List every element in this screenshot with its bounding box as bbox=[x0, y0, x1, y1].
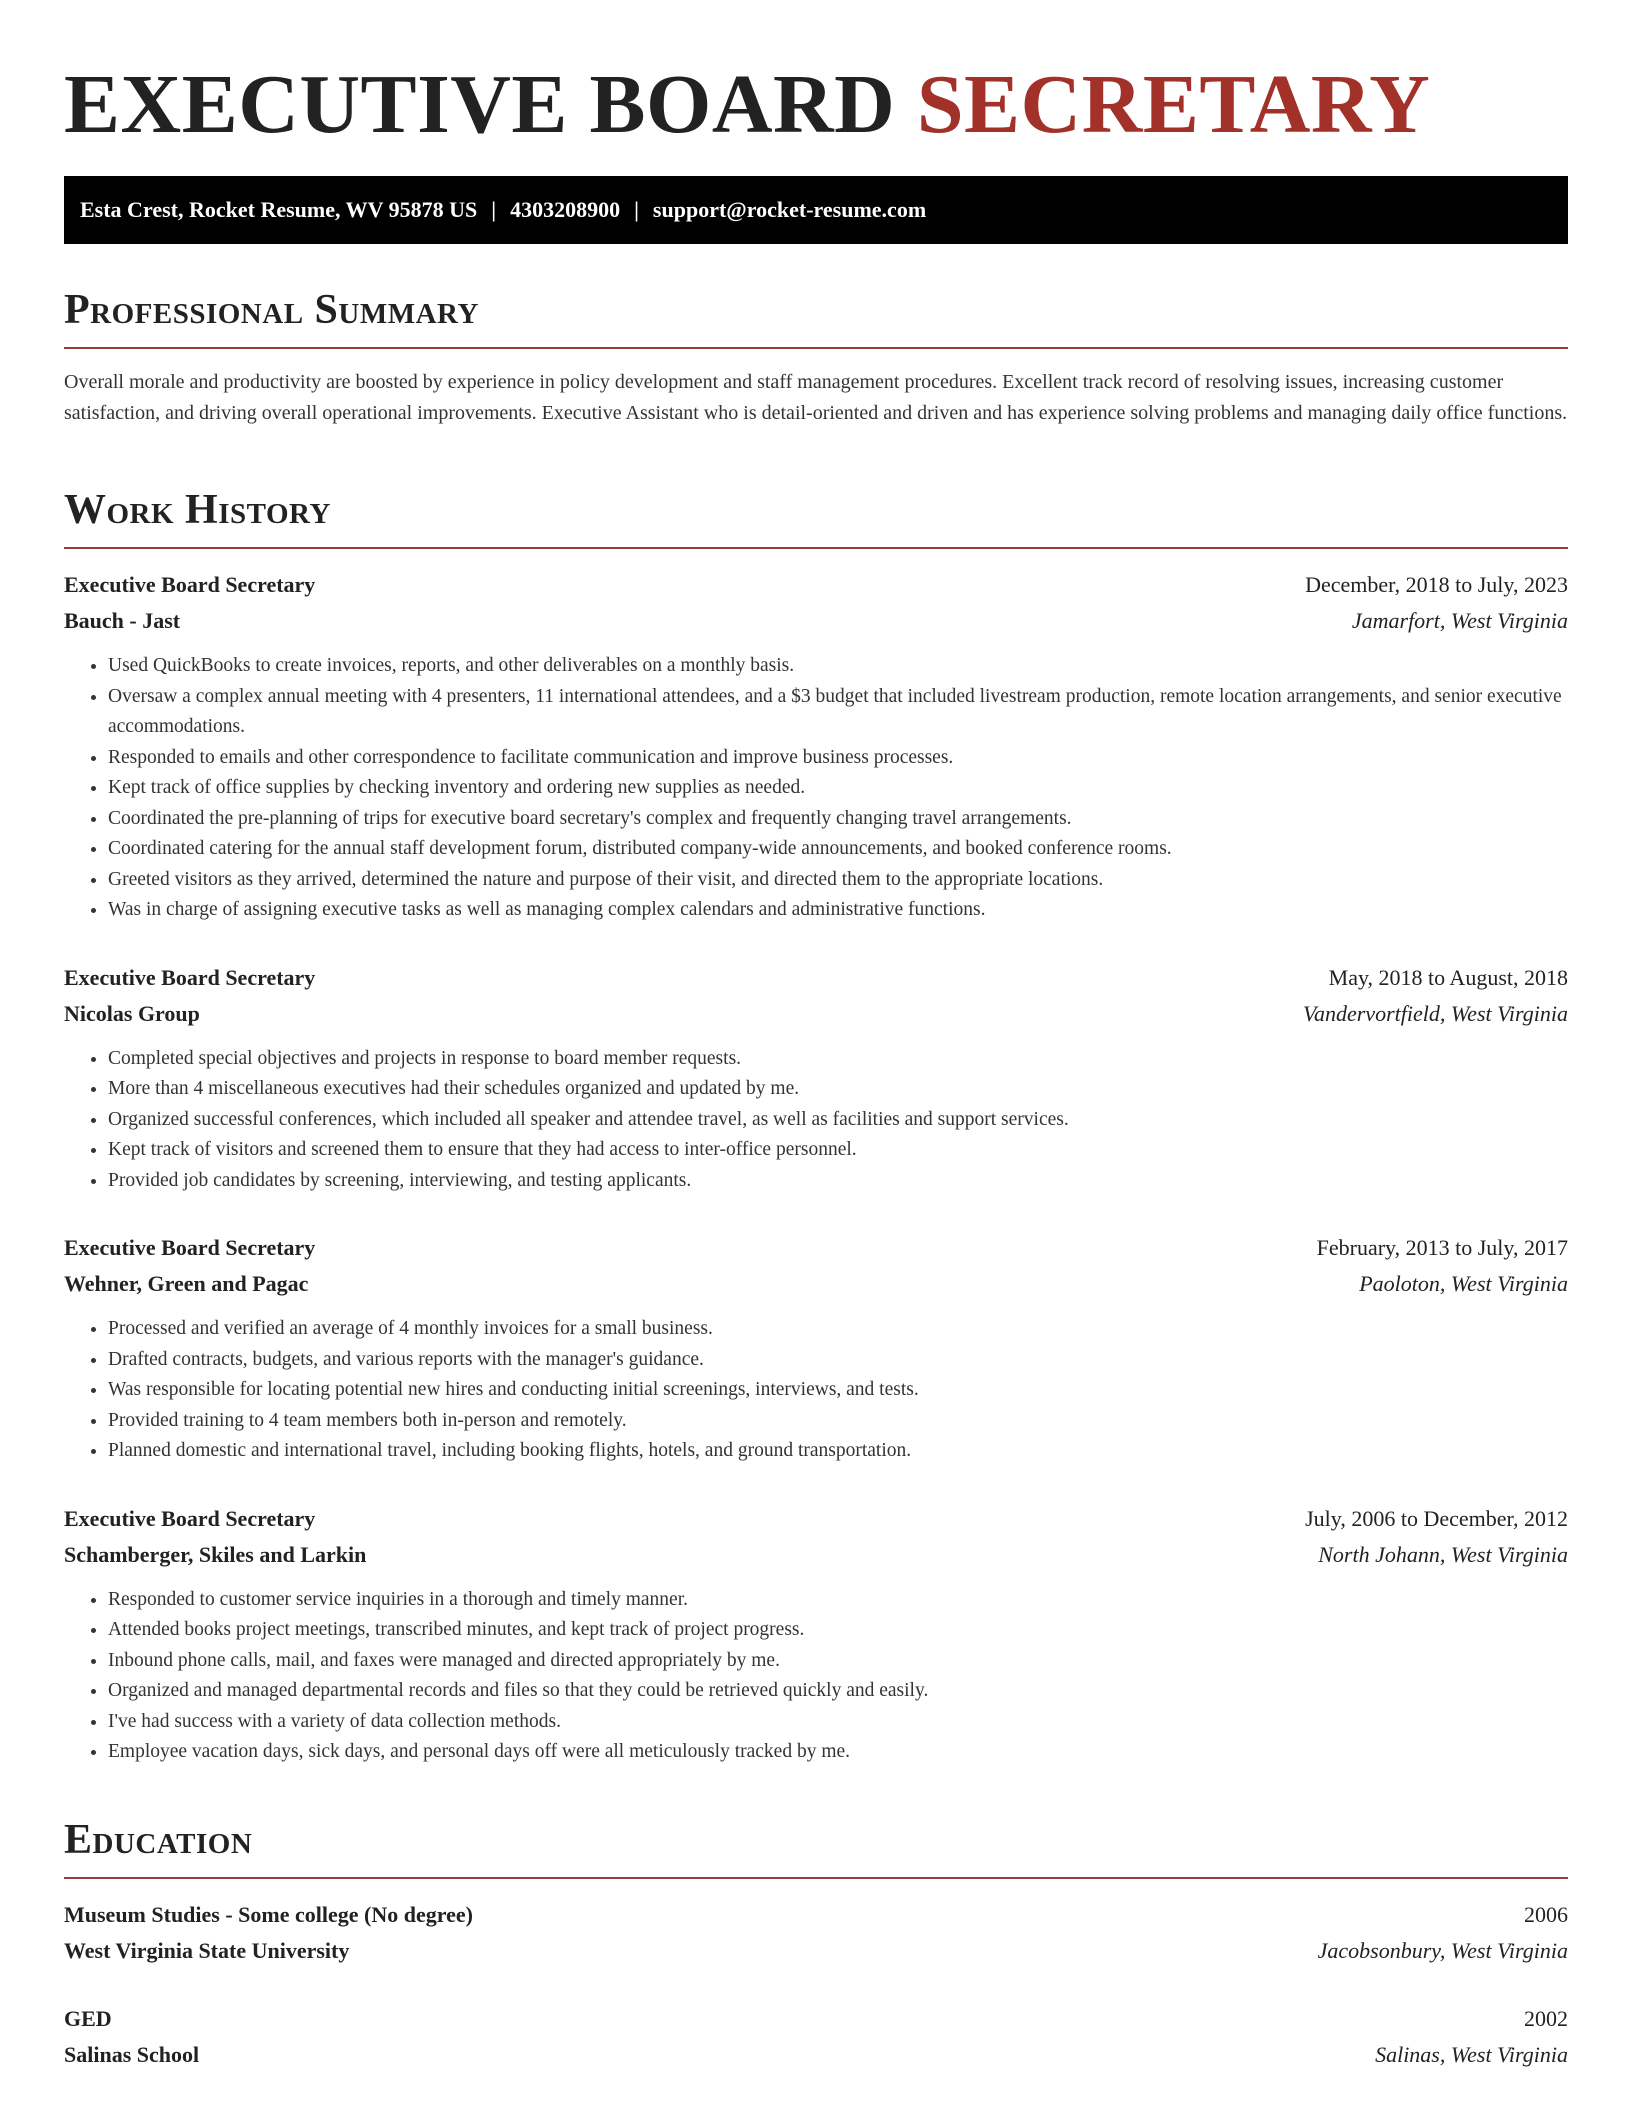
job-duties-list bbox=[64, 1585, 1568, 1768]
job-duty: • Was in charge of assigning executive tasks as well as managing complex calendars and administrative functions. bbox=[108, 895, 1568, 926]
job-duties-list bbox=[64, 1314, 1568, 1467]
summary-text: Overall morale and productivity are boosted by experience in policy development and staff management procedures. Excellent track record of resolving issues, increasing customer satisfaction, and driving overall operational improvements. Executive Assistant who is detail-oriented and driven and has experience solving problems and managing daily office functions. bbox=[64, 371, 1568, 424]
job-location: Paoloton, West Virginia bbox=[1359, 1271, 1568, 1296]
job-duty: • Coordinated the pre-planning of trips for executive board secretary's complex and frequently changing travel arrangements. bbox=[108, 804, 1568, 835]
job-header-row bbox=[64, 960, 1568, 996]
job-duties-list bbox=[64, 651, 1568, 926]
resume-page bbox=[64, 0, 1568, 2067]
job-duty: • Inbound phone calls, mail, and faxes were managed and directed appropriately by me. bbox=[108, 1646, 1568, 1677]
job-company-row bbox=[64, 603, 1568, 639]
education-degree: GED bbox=[64, 2006, 112, 2031]
job-duty: • Drafted contracts, budgets, and various reports with the manager's guidance. bbox=[108, 1345, 1568, 1376]
job-duty: • Coordinated catering for the annual staff development forum, distributed company-wide announcements, and booked conference rooms. bbox=[108, 834, 1568, 865]
job-company-row bbox=[64, 1537, 1568, 1573]
section-heading-education: Education bbox=[64, 1817, 253, 1863]
work-history-section bbox=[64, 485, 1568, 1768]
job-header-row bbox=[64, 1230, 1568, 1266]
job-company: Wehner, Green and Pagac bbox=[64, 1271, 309, 1296]
contact-bar bbox=[64, 176, 1568, 244]
job-title: Executive Board Secretary bbox=[64, 572, 316, 597]
job-title: Executive Board Secretary bbox=[64, 1505, 316, 1531]
job-duty: • Organized successful conferences, which included all speaker and attendee travel, as well as facilities and support services. bbox=[108, 1105, 1568, 1136]
job-dates: December, 2018 to July, 2023 bbox=[1305, 572, 1568, 597]
job-entry bbox=[64, 1501, 1568, 1768]
job-duty: • Kept track of office supplies by checking inventory and ordering new supplies as needed. bbox=[108, 773, 1568, 804]
job-duty: • Organized and managed departmental records and files so that they could be retrieved quickly and easily. bbox=[108, 1676, 1568, 1707]
job-location: North Johann, West Virginia bbox=[1318, 1541, 1568, 1567]
section-heading-work-history: Work History bbox=[64, 487, 331, 533]
section-divider bbox=[64, 547, 1568, 549]
education-degree: Museum Studies - Some college (No degree) bbox=[64, 1902, 473, 1927]
contact-address: Esta Crest, Rocket Resume, WV 95878 US bbox=[80, 197, 478, 222]
job-duty: • Used QuickBooks to create invoices, reports, and other deliverables on a monthly basis. bbox=[108, 651, 1568, 682]
section-divider bbox=[64, 347, 1568, 349]
education-degree-row bbox=[64, 1897, 1568, 1933]
job-header-row bbox=[64, 1501, 1568, 1537]
job-duty: • Kept track of visitors and screened them to ensure that they had access to inter-office personnel. bbox=[108, 1135, 1568, 1166]
contact-separator: | bbox=[491, 197, 497, 222]
job-duty: • Planned domestic and international travel, including booking flights, hotels, and ground transportation. bbox=[108, 1436, 1568, 1467]
job-location: Jamarfort, West Virginia bbox=[1351, 608, 1568, 633]
education-school: Salinas School bbox=[64, 2042, 200, 2067]
education-year: 2002 bbox=[1524, 2006, 1568, 2031]
education-section bbox=[64, 1815, 1568, 2073]
contact-email[interactable]: support@rocket-resume.com bbox=[652, 197, 927, 222]
education-location: Salinas, West Virginia bbox=[1375, 2042, 1568, 2067]
job-title: Executive Board Secretary bbox=[64, 964, 316, 990]
job-entry bbox=[64, 960, 1568, 1197]
job-duty: • Employee vacation days, sick days, and personal days off were all meticulously tracked by me. bbox=[108, 1737, 1568, 1768]
job-duties-list bbox=[64, 1044, 1568, 1197]
job-duty: • More than 4 miscellaneous executives had their schedules organized and updated by me. bbox=[108, 1074, 1568, 1105]
job-duty: • Provided job candidates by screening, interviewing, and testing applicants. bbox=[108, 1166, 1568, 1197]
job-company-row bbox=[64, 1266, 1568, 1302]
job-duty: • Processed and verified an average of 4 monthly invoices for a small business. bbox=[108, 1314, 1568, 1345]
education-entry bbox=[64, 2001, 1568, 2073]
job-duty: • Responded to customer service inquiries in a thorough and timely manner. bbox=[108, 1585, 1568, 1616]
education-school-row bbox=[64, 1933, 1568, 1969]
section-heading-summary: Professional Summary bbox=[64, 287, 479, 333]
job-duty: • Responded to emails and other correspondence to facilitate communication and improve business processes. bbox=[108, 743, 1568, 774]
job-entry bbox=[64, 567, 1568, 926]
job-dates: July, 2006 to December, 2012 bbox=[1305, 1505, 1568, 1531]
education-school: West Virginia State University bbox=[64, 1938, 350, 1963]
resume-title-main: EXECUTIVE BOARD bbox=[64, 58, 917, 151]
job-duty: • Completed special objectives and projects in response to board member requests. bbox=[108, 1044, 1568, 1075]
job-entry bbox=[64, 1230, 1568, 1467]
job-duty: • Attended books project meetings, transcribed minutes, and kept track of project progress. bbox=[108, 1615, 1568, 1646]
resume-title-accent: SECRETARY bbox=[916, 58, 1431, 151]
job-company-row bbox=[64, 996, 1568, 1032]
job-company: Schamberger, Skiles and Larkin bbox=[64, 1541, 367, 1567]
job-duty: • Greeted visitors as they arrived, determined the nature and purpose of their visit, and directed them to the appropriate locations. bbox=[108, 865, 1568, 896]
resume-title bbox=[64, 0, 1568, 156]
job-title: Executive Board Secretary bbox=[64, 1235, 316, 1260]
job-company: Bauch - Jast bbox=[64, 608, 181, 633]
contact-phone[interactable]: 4303208900 bbox=[510, 197, 621, 222]
education-school-row bbox=[64, 2037, 1568, 2073]
education-entry bbox=[64, 1897, 1568, 1969]
job-company: Nicolas Group bbox=[64, 1000, 200, 1026]
education-year: 2006 bbox=[1524, 1902, 1568, 1927]
job-duty: • Provided training to 4 team members both in-person and remotely. bbox=[108, 1406, 1568, 1437]
education-location: Jacobsonbury, West Virginia bbox=[1317, 1938, 1568, 1963]
summary-section bbox=[64, 285, 1568, 429]
job-location: Vandervortfield, West Virginia bbox=[1303, 1000, 1568, 1026]
job-duty: • Was responsible for locating potential new hires and conducting initial screenings, interviews, and tests. bbox=[108, 1375, 1568, 1406]
job-duty: • I've had success with a variety of data collection methods. bbox=[108, 1707, 1568, 1738]
job-dates: February, 2013 to July, 2017 bbox=[1316, 1235, 1568, 1260]
job-dates: May, 2018 to August, 2018 bbox=[1328, 964, 1568, 990]
job-header-row bbox=[64, 567, 1568, 603]
section-divider bbox=[64, 1877, 1568, 1879]
job-duty: • Oversaw a complex annual meeting with 4 presenters, 11 international attendees, and a $3 budget that included livestream production, remote location arrangements, and senior executive accommodations. bbox=[108, 682, 1568, 743]
education-degree-row bbox=[64, 2001, 1568, 2037]
contact-separator: | bbox=[634, 197, 639, 222]
